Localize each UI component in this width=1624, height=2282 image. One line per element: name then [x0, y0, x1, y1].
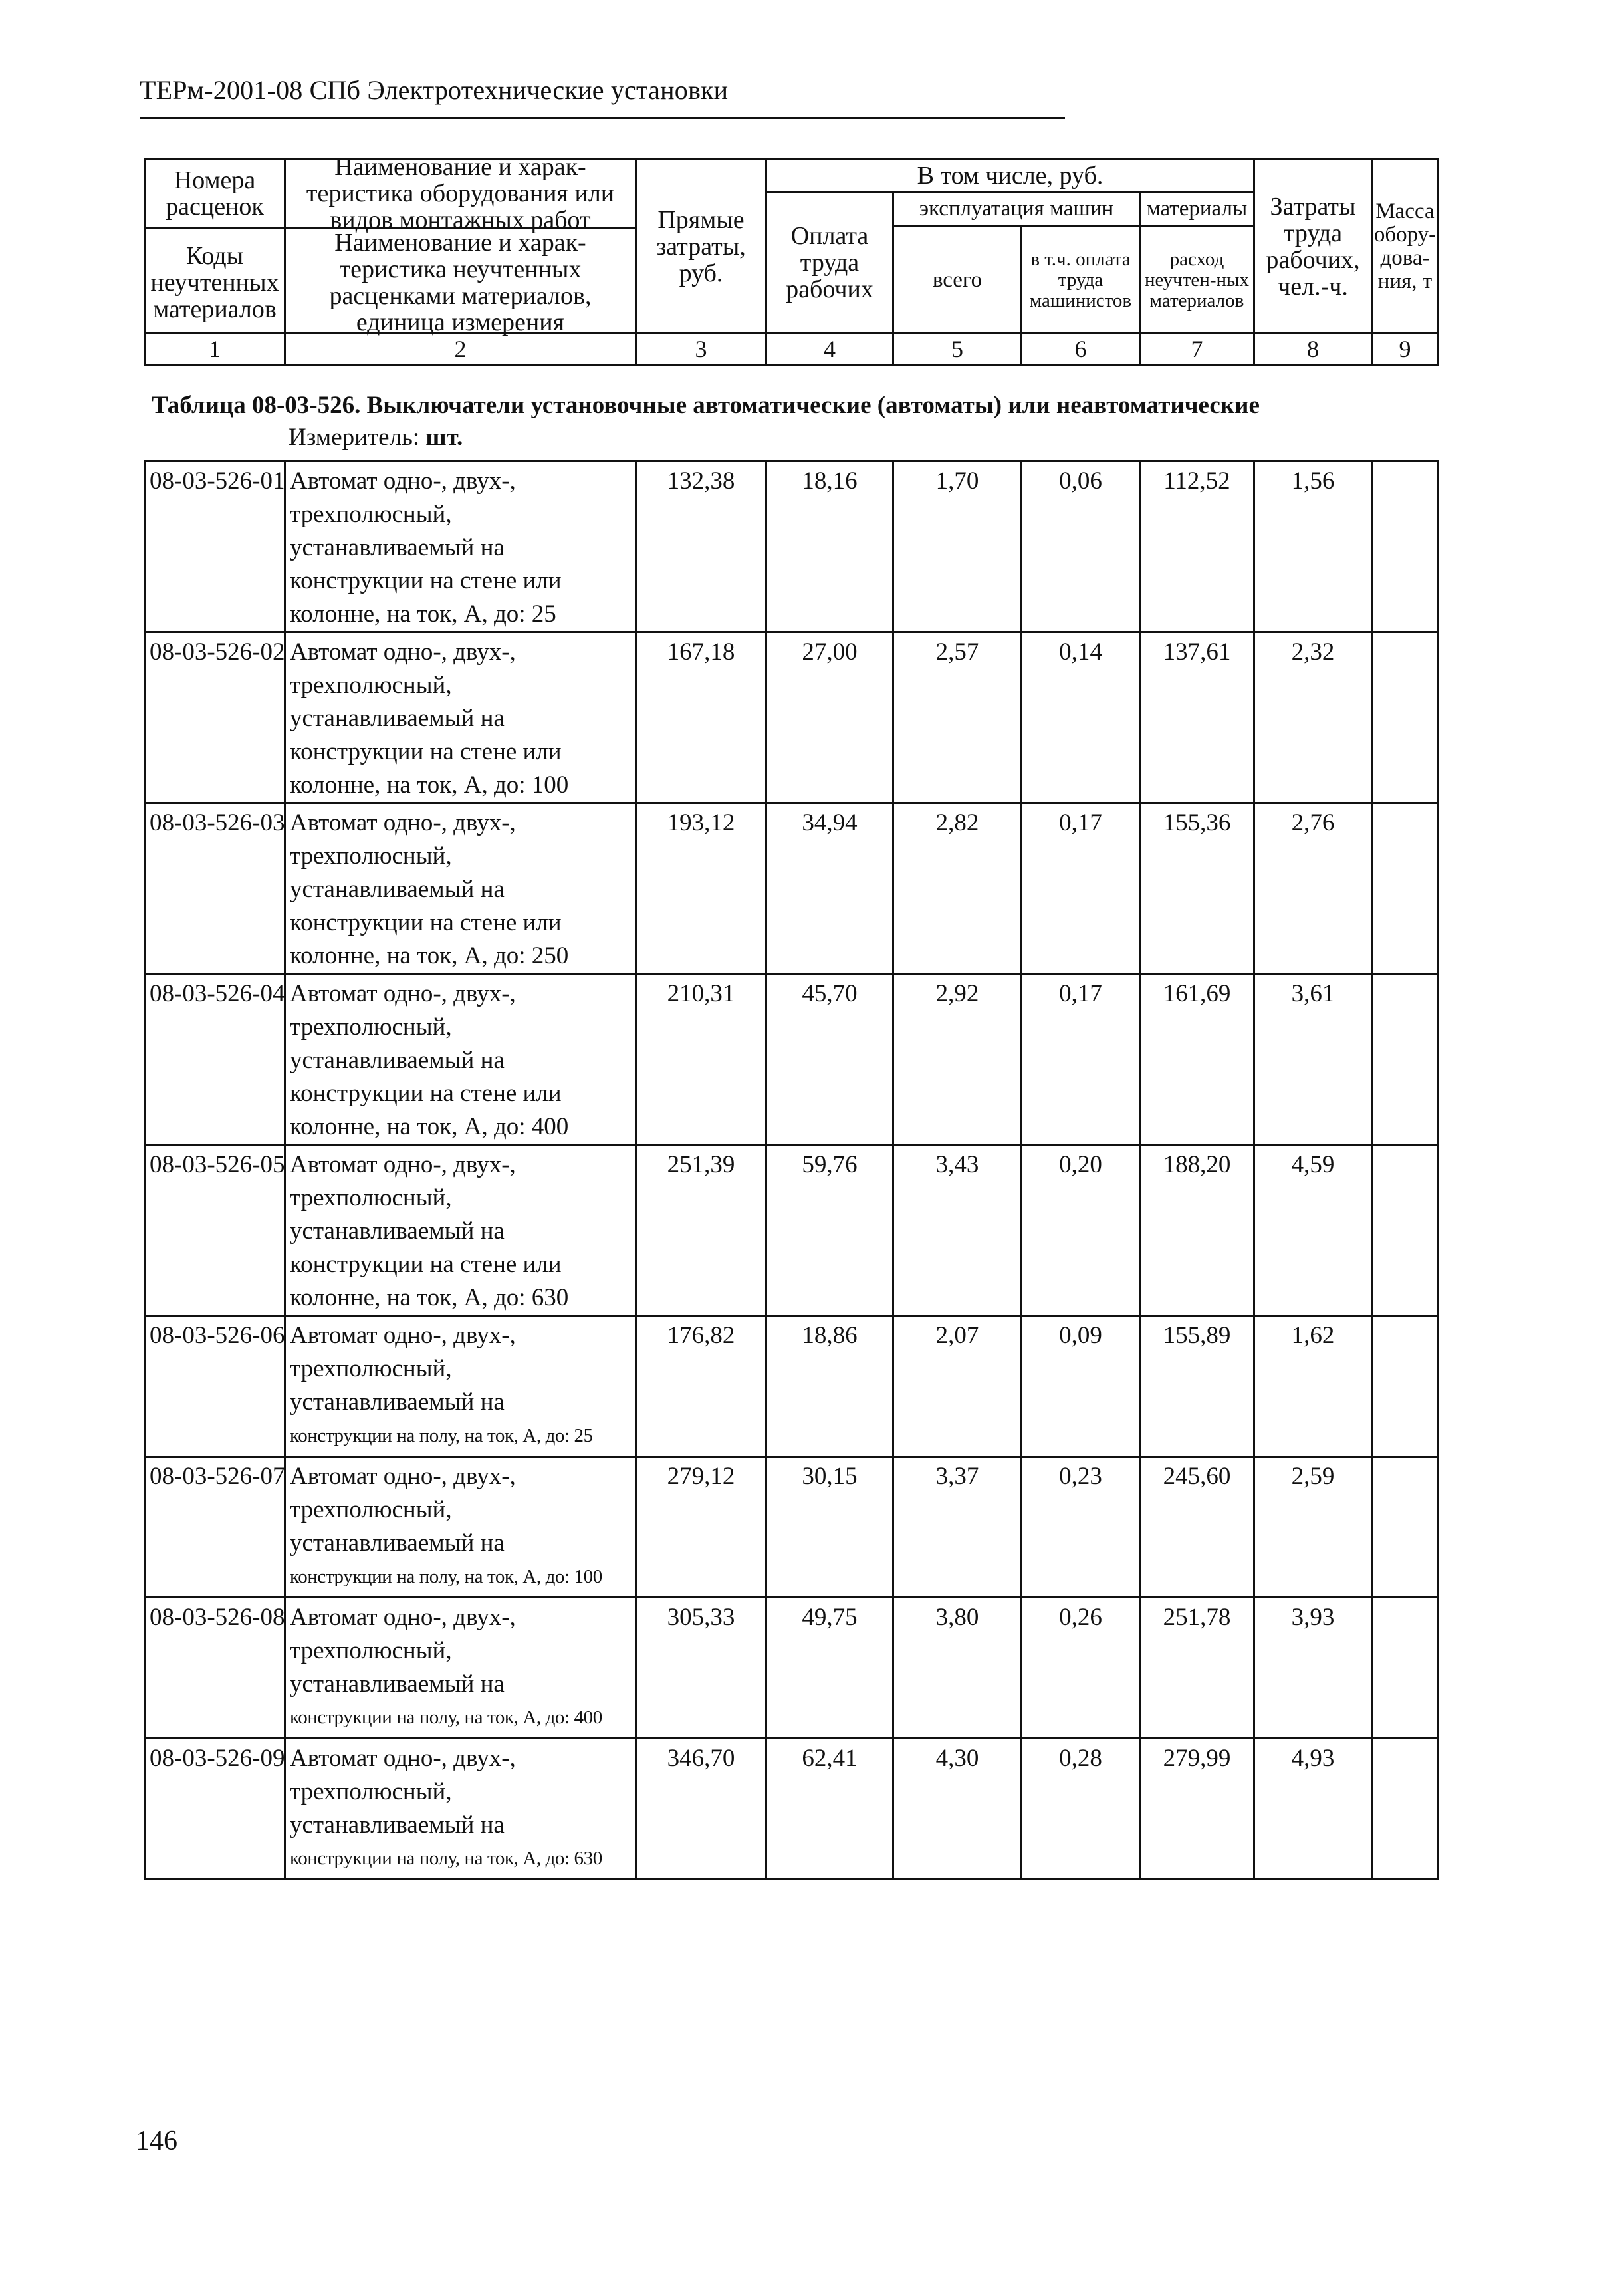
col7-header: расход неучтен-ных материалов: [1140, 227, 1254, 334]
description-line: устанавливаемый на: [290, 1670, 505, 1698]
direct-cost-cell: 251,39: [636, 1145, 766, 1316]
operators-cost-cell: 0,14: [1022, 632, 1140, 803]
machines-cost-cell: 2,57: [893, 632, 1022, 803]
labor-cost-cell: 18,16: [766, 461, 893, 632]
table-row: [145, 461, 1439, 632]
description-line: колонне, на ток, А, до: 25: [290, 600, 556, 628]
machines-cost-cell: 1,70: [893, 461, 1022, 632]
description-line: трехполюсный,: [290, 1778, 452, 1805]
mass-cell: [1372, 1457, 1439, 1598]
table-row: [145, 1316, 1439, 1457]
rate-code-cell: 08-03-526-01: [145, 461, 285, 632]
operators-cost-cell: 0,09: [1022, 1316, 1140, 1457]
col8-header: Затраты труда рабочих, чел.-ч.: [1254, 160, 1372, 334]
operators-cost-cell: 0,20: [1022, 1145, 1140, 1316]
description-line: устанавливаемый на: [290, 705, 505, 732]
description-line: устанавливаемый на: [290, 1811, 505, 1838]
description-line: устанавливаемый на: [290, 534, 505, 561]
machines-cost-cell: 4,30: [893, 1739, 1022, 1880]
machines-cost-cell: 3,37: [893, 1457, 1022, 1598]
header-rule: [140, 117, 1065, 119]
col-number-3: 3: [636, 334, 766, 365]
description-line: устанавливаемый на: [290, 1217, 505, 1245]
col1-top-header: Номера расценок: [146, 160, 284, 229]
col4-header: Оплата труда рабочих: [766, 192, 893, 334]
rate-code-cell: 08-03-526-02: [145, 632, 285, 803]
table-row: [145, 803, 1439, 974]
description-cell: [285, 632, 636, 803]
description-line: колонне, на ток, А, до: 400: [290, 1113, 569, 1140]
rate-code-cell: 08-03-526-04: [145, 974, 285, 1145]
description-line: устанавливаемый на: [290, 876, 505, 903]
labor-hours-cell: 1,56: [1254, 461, 1372, 632]
operators-cost-cell: 0,06: [1022, 461, 1140, 632]
measure-line: [289, 423, 463, 451]
col2-top-header: Наименование и харак-теристика оборудования или видов монтажных работ: [286, 160, 635, 229]
col9-header: Масса обору-дова-ния, т: [1372, 160, 1439, 334]
description-line: Автомат одно-, двух-,: [290, 1745, 516, 1772]
description-line: конструкции на полу, на ток, А, до: 630: [290, 1848, 602, 1869]
operators-cost-cell: 0,28: [1022, 1739, 1140, 1880]
table-row: [145, 632, 1439, 803]
mass-cell: [1372, 632, 1439, 803]
rate-code-cell: 08-03-526-06: [145, 1316, 285, 1457]
description-line: Автомат одно-, двух-,: [290, 809, 516, 836]
col-number-6: 6: [1022, 334, 1140, 365]
machines-cost-cell: 3,43: [893, 1145, 1022, 1316]
mass-cell: [1372, 1316, 1439, 1457]
materials-cost-cell: 112,52: [1140, 461, 1254, 632]
col1-bottom-header: Коды неучтенных материалов: [150, 242, 279, 323]
materials-cost-cell: 161,69: [1140, 974, 1254, 1145]
description-cell: [285, 461, 636, 632]
mass-cell: [1372, 461, 1439, 632]
col-number-2: 2: [285, 334, 636, 365]
description-line: Автомат одно-, двух-,: [290, 980, 516, 1007]
document-header-title: ТЕРм-2001-08 СПб Электротехнические установки: [140, 75, 729, 105]
labor-cost-cell: 27,00: [766, 632, 893, 803]
labor-hours-cell: 1,62: [1254, 1316, 1372, 1457]
page-number: 146: [136, 2126, 177, 2156]
description-line: Автомат одно-, двух-,: [290, 1463, 516, 1490]
description-line: колонне, на ток, А, до: 250: [290, 942, 569, 969]
description-cell: [285, 1739, 636, 1880]
description-line: устанавливаемый на: [290, 1388, 505, 1416]
column-header-table: [144, 153, 1439, 366]
description-line: колонне, на ток, А, до: 630: [290, 1284, 569, 1311]
description-line: конструкции на стене или: [290, 1080, 562, 1107]
rate-code-cell: 08-03-526-05: [145, 1145, 285, 1316]
measure-unit: шт.: [425, 424, 463, 451]
description-line: конструкции на стене или: [290, 567, 562, 594]
mass-cell: [1372, 1145, 1439, 1316]
col3-header: Прямые затраты, руб.: [636, 160, 766, 334]
labor-hours-cell: 2,32: [1254, 632, 1372, 803]
description-line: устанавливаемый на: [290, 1529, 505, 1557]
description-line: трехполюсный,: [290, 1496, 452, 1523]
col-number-5: 5: [893, 334, 1022, 365]
description-line: конструкции на полу, на ток, А, до: 400: [290, 1707, 602, 1728]
labor-cost-cell: 30,15: [766, 1457, 893, 1598]
labor-cost-cell: 18,86: [766, 1316, 893, 1457]
description-line: конструкции на стене или: [290, 738, 562, 765]
mass-cell: [1372, 1598, 1439, 1739]
table-row: [145, 1598, 1439, 1739]
materials-group-header: материалы: [1140, 192, 1254, 227]
table-row: [145, 1457, 1439, 1598]
labor-hours-cell: 3,93: [1254, 1598, 1372, 1739]
direct-cost-cell: 210,31: [636, 974, 766, 1145]
labor-hours-cell: 2,59: [1254, 1457, 1372, 1598]
description-line: устанавливаемый на: [290, 1047, 505, 1074]
description-line: колонне, на ток, А, до: 100: [290, 771, 569, 799]
materials-cost-cell: 279,99: [1140, 1739, 1254, 1880]
included-group-header: В том числе, руб.: [766, 160, 1254, 192]
machines-cost-cell: 2,92: [893, 974, 1022, 1145]
table-row: [145, 1739, 1439, 1880]
machines-group-header: эксплуатация машин: [893, 192, 1140, 227]
col-number-7: 7: [1140, 334, 1254, 365]
rate-code-cell: 08-03-526-03: [145, 803, 285, 974]
labor-hours-cell: 4,59: [1254, 1145, 1372, 1316]
direct-cost-cell: 167,18: [636, 632, 766, 803]
direct-cost-cell: 132,38: [636, 461, 766, 632]
description-line: трехполюсный,: [290, 1355, 452, 1382]
rate-code-cell: 08-03-526-08: [145, 1598, 285, 1739]
table-row: [145, 974, 1439, 1145]
direct-cost-cell: 193,12: [636, 803, 766, 974]
machines-cost-cell: 2,07: [893, 1316, 1022, 1457]
labor-cost-cell: 62,41: [766, 1739, 893, 1880]
table-title: Таблица 08-03-526. Выключатели установочные автоматические (автоматы) или неавтоматические: [152, 392, 1260, 419]
col-number-9: 9: [1372, 334, 1439, 365]
mass-cell: [1372, 1739, 1439, 1880]
labor-hours-cell: 2,76: [1254, 803, 1372, 974]
col-number-1: 1: [145, 334, 285, 365]
rate-code-cell: 08-03-526-09: [145, 1739, 285, 1880]
description-line: Автомат одно-, двух-,: [290, 1322, 516, 1349]
description-cell: [285, 1598, 636, 1739]
direct-cost-cell: 176,82: [636, 1316, 766, 1457]
operators-cost-cell: 0,26: [1022, 1598, 1140, 1739]
machines-cost-cell: 3,80: [893, 1598, 1022, 1739]
description-line: трехполюсный,: [290, 1637, 452, 1664]
description-line: конструкции на стене или: [290, 1251, 562, 1278]
description-line: трехполюсный,: [290, 672, 452, 699]
description-cell: [285, 1145, 636, 1316]
description-line: конструкции на стене или: [290, 909, 562, 936]
description-line: Автомат одно-, двух-,: [290, 1151, 516, 1178]
labor-hours-cell: 4,93: [1254, 1739, 1372, 1880]
direct-cost-cell: 305,33: [636, 1598, 766, 1739]
labor-cost-cell: 49,75: [766, 1598, 893, 1739]
description-line: конструкции на полу, на ток, А, до: 25: [290, 1425, 593, 1446]
description-line: трехполюсный,: [290, 1184, 452, 1211]
description-line: конструкции на полу, на ток, А, до: 100: [290, 1566, 602, 1587]
operators-cost-cell: 0,17: [1022, 803, 1140, 974]
description-line: Автомат одно-, двух-,: [290, 638, 516, 666]
table-row: [145, 1145, 1439, 1316]
description-line: трехполюсный,: [290, 1013, 452, 1041]
mass-cell: [1372, 803, 1439, 974]
col6-header: в т.ч. оплата труда машинистов: [1022, 227, 1140, 334]
description-cell: [285, 1457, 636, 1598]
col-number-4: 4: [766, 334, 893, 365]
operators-cost-cell: 0,17: [1022, 974, 1140, 1145]
materials-cost-cell: 155,89: [1140, 1316, 1254, 1457]
description-line: трехполюсный,: [290, 842, 452, 870]
materials-cost-cell: 251,78: [1140, 1598, 1254, 1739]
col5-header: всего: [893, 227, 1022, 334]
materials-cost-cell: 155,36: [1140, 803, 1254, 974]
materials-cost-cell: 245,60: [1140, 1457, 1254, 1598]
description-cell: [285, 1316, 636, 1457]
description-cell: [285, 974, 636, 1145]
description-cell: [285, 803, 636, 974]
col2-bottom-header: Наименование и харак-теристика неучтенных расценками материалов, единица измерения: [329, 229, 592, 336]
labor-cost-cell: 34,94: [766, 803, 893, 974]
labor-cost-cell: 59,76: [766, 1145, 893, 1316]
labor-cost-cell: 45,70: [766, 974, 893, 1145]
labor-hours-cell: 3,61: [1254, 974, 1372, 1145]
rate-code-cell: 08-03-526-07: [145, 1457, 285, 1598]
col-number-8: 8: [1254, 334, 1372, 365]
materials-cost-cell: 137,61: [1140, 632, 1254, 803]
measure-label: Измеритель:: [289, 424, 420, 451]
description-line: трехполюсный,: [290, 501, 452, 528]
operators-cost-cell: 0,23: [1022, 1457, 1140, 1598]
description-line: Автомат одно-, двух-,: [290, 1604, 516, 1631]
materials-cost-cell: 188,20: [1140, 1145, 1254, 1316]
direct-cost-cell: 279,12: [636, 1457, 766, 1598]
direct-cost-cell: 346,70: [636, 1739, 766, 1880]
mass-cell: [1372, 974, 1439, 1145]
price-table: [144, 460, 1439, 1880]
description-line: Автомат одно-, двух-,: [290, 467, 516, 495]
machines-cost-cell: 2,82: [893, 803, 1022, 974]
